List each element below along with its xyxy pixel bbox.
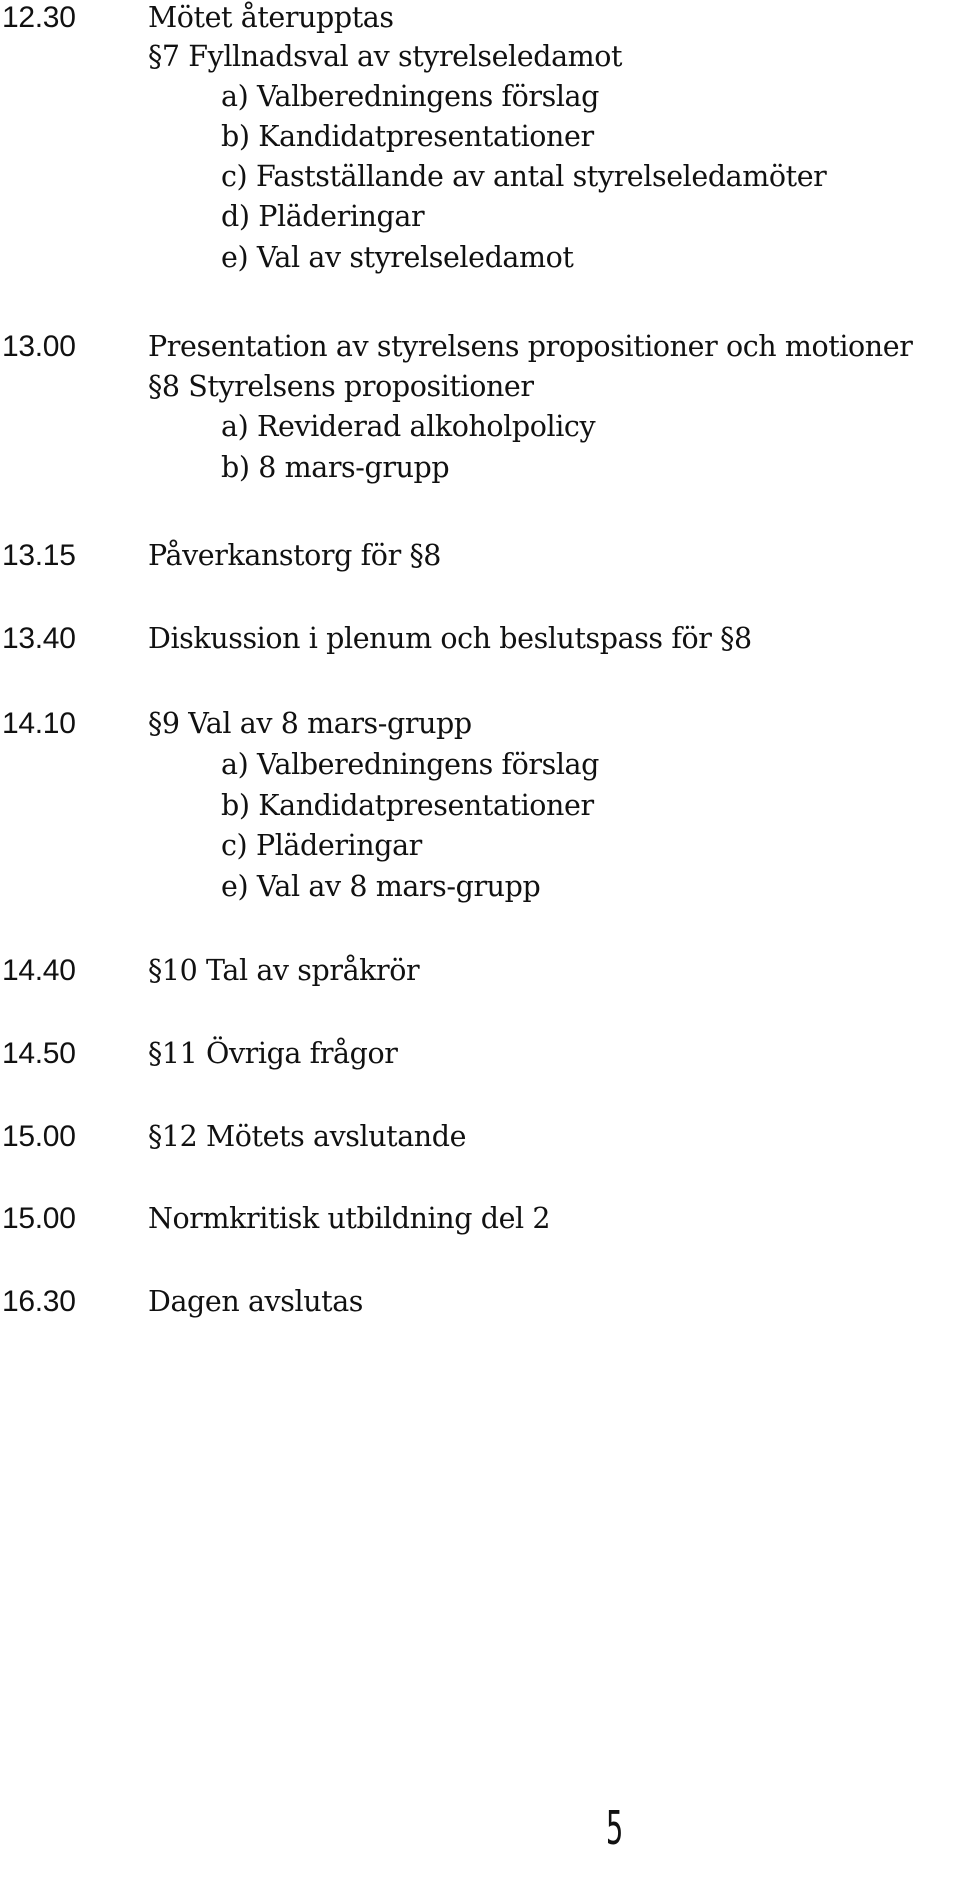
- agenda-row: [0, 703, 960, 745]
- agenda-subitem: c) Fastställande av antal styrelseledamöter: [221, 160, 827, 193]
- page-number: 5: [606, 1801, 624, 1855]
- agenda-row: [0, 237, 960, 279]
- agenda-row: [0, 36, 960, 78]
- agenda-time: 15.00: [2, 1202, 76, 1235]
- agenda-subitem: b) Kandidatpresentationer: [221, 789, 594, 822]
- agenda-row: [0, 116, 960, 158]
- agenda-subitem: e) Val av styrelseledamot: [221, 241, 574, 274]
- agenda-subitem: a) Valberedningens förslag: [221, 80, 599, 113]
- agenda-row: [0, 156, 960, 198]
- agenda-row: [0, 326, 960, 368]
- agenda-time: 13.00: [2, 330, 76, 363]
- agenda-row: [0, 950, 960, 992]
- agenda-row: [0, 618, 960, 660]
- agenda-row: [0, 785, 960, 827]
- agenda-item: Normkritisk utbildning del 2: [148, 1202, 551, 1235]
- agenda-subitem: b) Kandidatpresentationer: [221, 120, 594, 153]
- agenda-time: 14.50: [2, 1037, 76, 1070]
- agenda-subitem: a) Valberedningens förslag: [221, 748, 599, 781]
- agenda-subitem: a) Reviderad alkoholpolicy: [221, 410, 596, 443]
- agenda-time: 14.10: [2, 707, 76, 740]
- agenda-row: [0, 0, 960, 39]
- agenda-subitem: c) Pläderingar: [221, 829, 422, 862]
- agenda-item: Diskussion i plenum och beslutspass för §8: [148, 622, 752, 655]
- agenda-section-heading: §8 Styrelsens propositioner: [148, 370, 534, 403]
- agenda-time: 15.00: [2, 1120, 76, 1153]
- agenda-time: 12.30: [2, 1, 76, 34]
- agenda-row: [0, 535, 960, 577]
- agenda-row: [0, 366, 960, 408]
- agenda-time: 13.40: [2, 622, 76, 655]
- agenda-item: Mötet återupptas: [148, 1, 394, 34]
- agenda-subitem: e) Val av 8 mars-grupp: [221, 870, 541, 903]
- agenda-item: Presentation av styrelsens propositioner och motioner: [148, 330, 913, 363]
- agenda-row: [0, 447, 960, 489]
- agenda-time: 14.40: [2, 954, 76, 987]
- agenda-row: [0, 196, 960, 238]
- agenda-row: [0, 825, 960, 867]
- agenda-row: [0, 1116, 960, 1158]
- agenda-section-heading: §7 Fyllnadsval av styrelseledamot: [148, 40, 623, 73]
- agenda-time: 13.15: [2, 539, 76, 572]
- agenda-row: [0, 76, 960, 118]
- agenda-subitem: b) 8 mars-grupp: [221, 451, 450, 484]
- agenda-section-heading: §11 Övriga frågor: [148, 1037, 398, 1070]
- agenda-item: Dagen avslutas: [148, 1285, 364, 1318]
- agenda-section-heading: §10 Tal av språkrör: [148, 954, 420, 987]
- agenda-row: [0, 406, 960, 448]
- agenda-section-heading: §12 Mötets avslutande: [148, 1120, 467, 1153]
- agenda-subitem: d) Pläderingar: [221, 200, 425, 233]
- agenda-row: [0, 866, 960, 908]
- agenda-item: Påverkanstorg för §8: [148, 539, 442, 572]
- agenda-row: [0, 1281, 960, 1323]
- agenda-row: [0, 1033, 960, 1075]
- agenda-section-heading: §9 Val av 8 mars-grupp: [148, 707, 472, 740]
- agenda-time: 16.30: [2, 1285, 76, 1318]
- agenda-row: [0, 1198, 960, 1240]
- agenda-row: [0, 744, 960, 786]
